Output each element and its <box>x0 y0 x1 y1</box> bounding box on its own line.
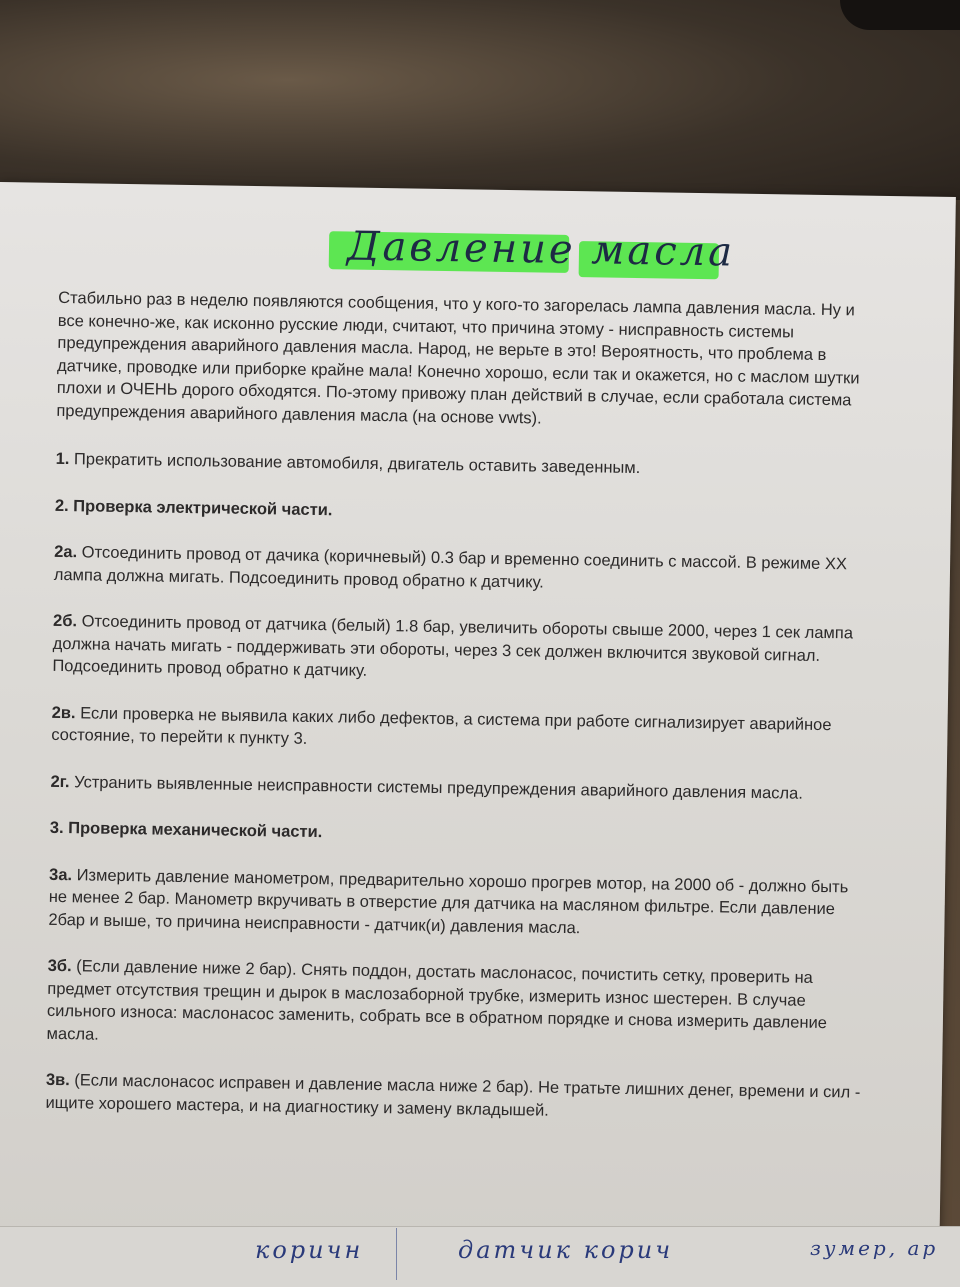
heading-area <box>328 223 736 287</box>
item-label: 3а. <box>48 865 73 884</box>
table-background <box>0 0 960 200</box>
list-item <box>50 770 870 805</box>
item-label: 2в. <box>51 703 76 722</box>
list-item <box>52 610 873 690</box>
item-text: Если проверка не выявила каких либо дефектов, а система при работе сигнализирует аварийное состояние, то перейти к пункту 3. <box>51 703 832 748</box>
intro-paragraph: Стабильно раз в неделю появляются сообщения, что у кого-то загорелась лампа давления масла. Ну и все конечно-же, как исконно русские люди, считают, что причина этому - нисправность системы предупреждения аварийного давления масла. Народ, не верьте в это! Вероятность, что проблема в датчике, проводке или приборке крайне мала! Конечно хорошо, если так и окажется, но с маслом шутки плохи и ОЧЕНЬ дорого обходятся. По-этому привожу план действий в случае, если сработала система предупреждения аварийного давления масла (на основе vwts). <box>56 288 860 428</box>
item-label: 2. Проверка электрической части. <box>54 496 333 519</box>
dark-object <box>840 0 960 30</box>
item-label: 2а. <box>54 542 78 562</box>
list-item <box>45 1069 866 1127</box>
list-item <box>51 701 872 759</box>
item-text: (Если давление ниже 2 бар). Снять поддон, достать маслонасос, почистить сетку, проверить на предмет отсутствия трещин и дырок в маслозаборной трубке, измерить износ шестерен. В случае сильного износа: маслонасос заменить, собрать все в обратном порядке и снова измерить давление масла. <box>46 957 828 1044</box>
list-item <box>55 448 875 483</box>
item-label: 2б. <box>52 611 78 631</box>
list-item <box>48 863 869 943</box>
section-heading <box>55 494 875 529</box>
item-text: (Если маслонасос исправен и давление масла ниже 2 бар). Не тратьте лишних денег, времени и сил - ищите хорошего мастера, и на диагностику и замену вкладышей. <box>45 1071 861 1120</box>
list-item <box>46 955 867 1058</box>
item-text: Устранить выявленные неисправности системы предупреждения аварийного давления масла. <box>69 772 804 803</box>
item-label: 3в. <box>45 1070 70 1090</box>
item-text: Прекратить использование автомобиля, двигатель оставить заведенным. <box>69 450 641 478</box>
handwritten-note: коричн <box>255 1236 364 1264</box>
item-text: Измерить давление манометром, предварительно хорошо прогрев мотор, на 2000 об - должно быть не менее 2 бар. Манометр вкручивать в отверстие для датчика на масляном фильтре. Если давление 2бар и выше, то причина неисправности - датчик(и) давления масла. <box>48 865 849 937</box>
item-label: 3. Проверка механической части. <box>49 818 323 842</box>
item-label: 2г. <box>50 772 70 791</box>
item-text: Отсоединить провод от дачика (коричневый) 0.3 бар и временно соединить с массой. В режиме ХХ лампа должна мигать. Подсоединить провод обратно к датчику. <box>53 543 848 592</box>
item-label: 1. <box>55 449 70 469</box>
list-item <box>54 541 875 599</box>
paper-sheet <box>0 182 956 1257</box>
handwritten-note: зумер, ар <box>810 1236 939 1260</box>
item-text: Отсоединить провод от датчика (белый) 1.8 бар, увеличить обороты свыше 2000, через 1 сек лампа должна начать мигать - поддерживать эти обороты, через 3 сек должен включится звуковой сигнал. Подсоединить провод обратно к датчику. <box>52 612 854 680</box>
page-title: Давление масла <box>346 223 736 276</box>
item-label: 3б. <box>47 956 72 976</box>
handwritten-note: датчик корич <box>458 1236 674 1264</box>
document-body <box>45 287 878 1151</box>
section-heading <box>50 817 870 852</box>
margin-line <box>396 1228 397 1280</box>
